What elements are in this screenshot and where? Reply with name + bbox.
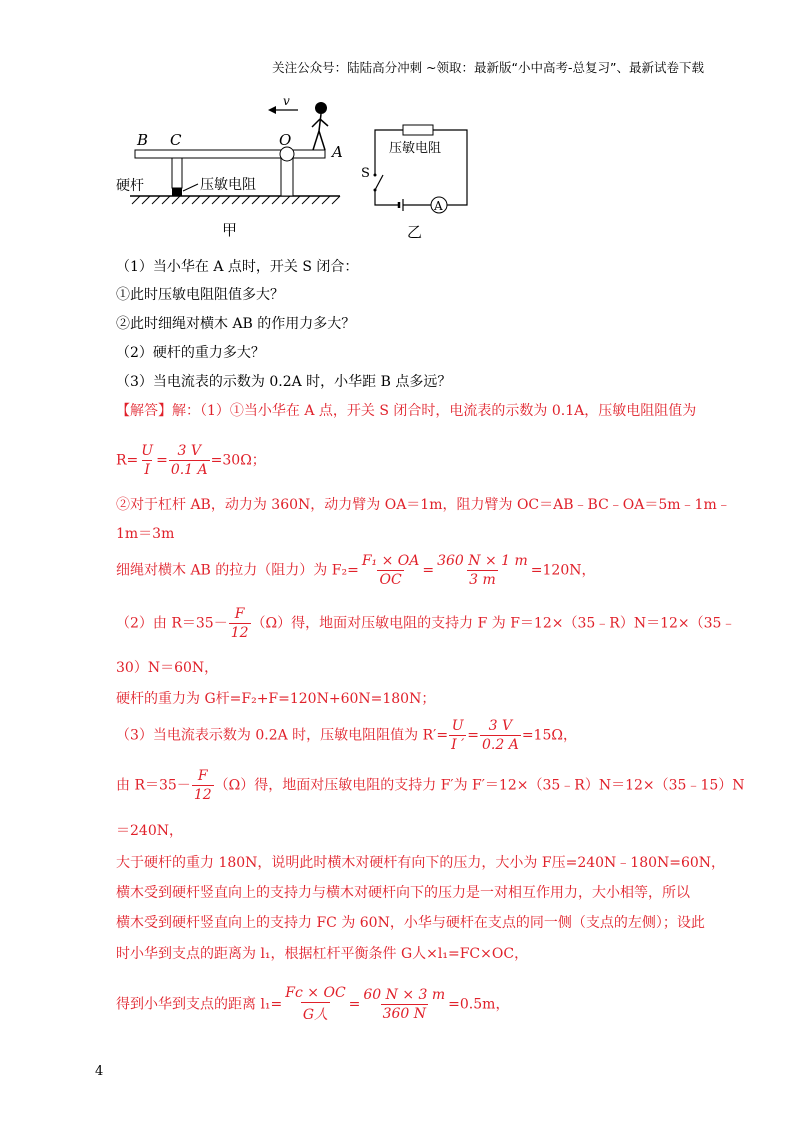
label-c: C xyxy=(170,131,182,149)
lever-figure xyxy=(110,95,360,245)
label-a: A xyxy=(332,143,343,161)
answer-line-4: 1m＝3m xyxy=(116,526,175,542)
question-1a: ①此时压敏电阻阻值多大？ xyxy=(116,287,284,303)
question-1: （1）当小华在 A 点时，开关 S 闭合： xyxy=(116,259,359,275)
sensor-resistor xyxy=(403,125,433,135)
answer-line-2: R= $\frac{U}{I}$ = $\frac{3 V}{0.1 A}$ =30Ω； xyxy=(116,443,266,478)
page-number: 4 xyxy=(95,1064,104,1079)
answer-line-10: 由 R＝35－ $\frac{F}{12}$ （Ω）得，地面对压敏电阻的支持力 F′为 F′＝12×（35﹣R）N＝12×（35﹣15）N xyxy=(116,768,745,803)
circuit-figure xyxy=(355,115,485,245)
svg-text:A: A xyxy=(434,199,443,213)
answer-tag: 【解答】 xyxy=(116,403,172,419)
hard-rod xyxy=(172,158,182,188)
answer-line-13: 横木受到硬杆竖直向上的支持力与横木对硬杆向下的压力是一对相互作用力，大小相等，所以 xyxy=(116,885,690,901)
answer-line-3: ②对于杠杆 AB，动力为 360N，动力臂为 OA＝1m，阻力臂为 OC＝AB﹣BC﹣OA＝5m﹣1m﹣ xyxy=(116,497,731,513)
switch-s xyxy=(375,175,383,190)
label-resistor: 压敏电阻 xyxy=(389,141,442,156)
answer-line-7: 30）N＝60N， xyxy=(116,660,219,676)
label-hard-rod: 硬杆 xyxy=(116,178,144,194)
answer-line-11: ＝240N， xyxy=(116,823,183,839)
question-3: （3）当电流表的示数为 0.2A 时，小华距 B 点多远？ xyxy=(116,374,452,390)
label-s: S xyxy=(361,166,370,181)
pressure-sensor xyxy=(172,188,182,196)
person-head xyxy=(315,102,327,114)
answer-line-16: 得到小华到支点的距离 l₁= $\frac{Fc \times OC}{\text{G人}}$ = $\frac{60 N \times 3 m}{360 N}$ =0.5m， xyxy=(116,985,510,1023)
answer-line-8: 硬杆的重力为 G杆=F₂+F=120N+60N=180N； xyxy=(116,691,436,707)
answer-line-14: 横木受到硬杆竖直向上的支持力 FC 为 60N，小华与硬杆在支点的同一侧（支点的左侧）；设此 xyxy=(116,915,705,931)
answer-line-1: 【解答】解：（1）①当小华在 A 点，开关 S 闭合时，电流表的示数为 0.1A，压敏电阻阻值为 xyxy=(116,403,697,419)
caption-yi: 乙 xyxy=(407,223,423,241)
answer-line-15: 时小华到支点的距离为 l₁，根据杠杆平衡条件 G人×l₁=FC×OC， xyxy=(116,946,529,962)
answer-line-5: 细绳对横木 AB 的拉力（阻力）为 F₂= $\frac{\text{F₁ × OA}}{OC}$ = $\frac{360 N \times 1 m}{3 m}$ =120N， xyxy=(116,553,596,588)
label-sensor: 压敏电阻 xyxy=(200,177,256,193)
answer-line-12: 大于硬杆的重力 180N，说明此时横木对硬杆有向下的压力，大小为 F压=240N﹣180N=60N， xyxy=(116,855,726,871)
question-1b: ②此时细绳对横木 AB 的作用力多大？ xyxy=(116,316,356,332)
answer-line-6: （2）由 R＝35－ $\frac{F}{12}$ （Ω）得，地面对压敏电阻的支持力 F 为 F＝12×（35﹣R）N＝12×（35﹣ xyxy=(116,606,736,641)
label-v: v xyxy=(283,95,290,108)
beam-ab xyxy=(135,150,325,158)
answer-line-9: （3）当电流表示数为 0.2A 时，压敏电阻阻值为 R′= $\frac{U}{I '}$ = $\frac{3 V}{0.2 A}$ =15Ω， xyxy=(116,718,577,753)
pivot-support xyxy=(281,158,293,196)
pivot-o xyxy=(280,147,294,161)
question-2: （2）硬杆的重力多大？ xyxy=(116,345,265,361)
ground-hatch xyxy=(132,196,340,204)
caption-jia: 甲 xyxy=(222,221,238,239)
page-header: 关注公众号：陆陆高分冲刺 ~领取：最新版“小中高考-总复习”、最新试卷下载 xyxy=(272,60,704,75)
label-o: O xyxy=(279,131,292,149)
label-b: B xyxy=(137,131,149,149)
